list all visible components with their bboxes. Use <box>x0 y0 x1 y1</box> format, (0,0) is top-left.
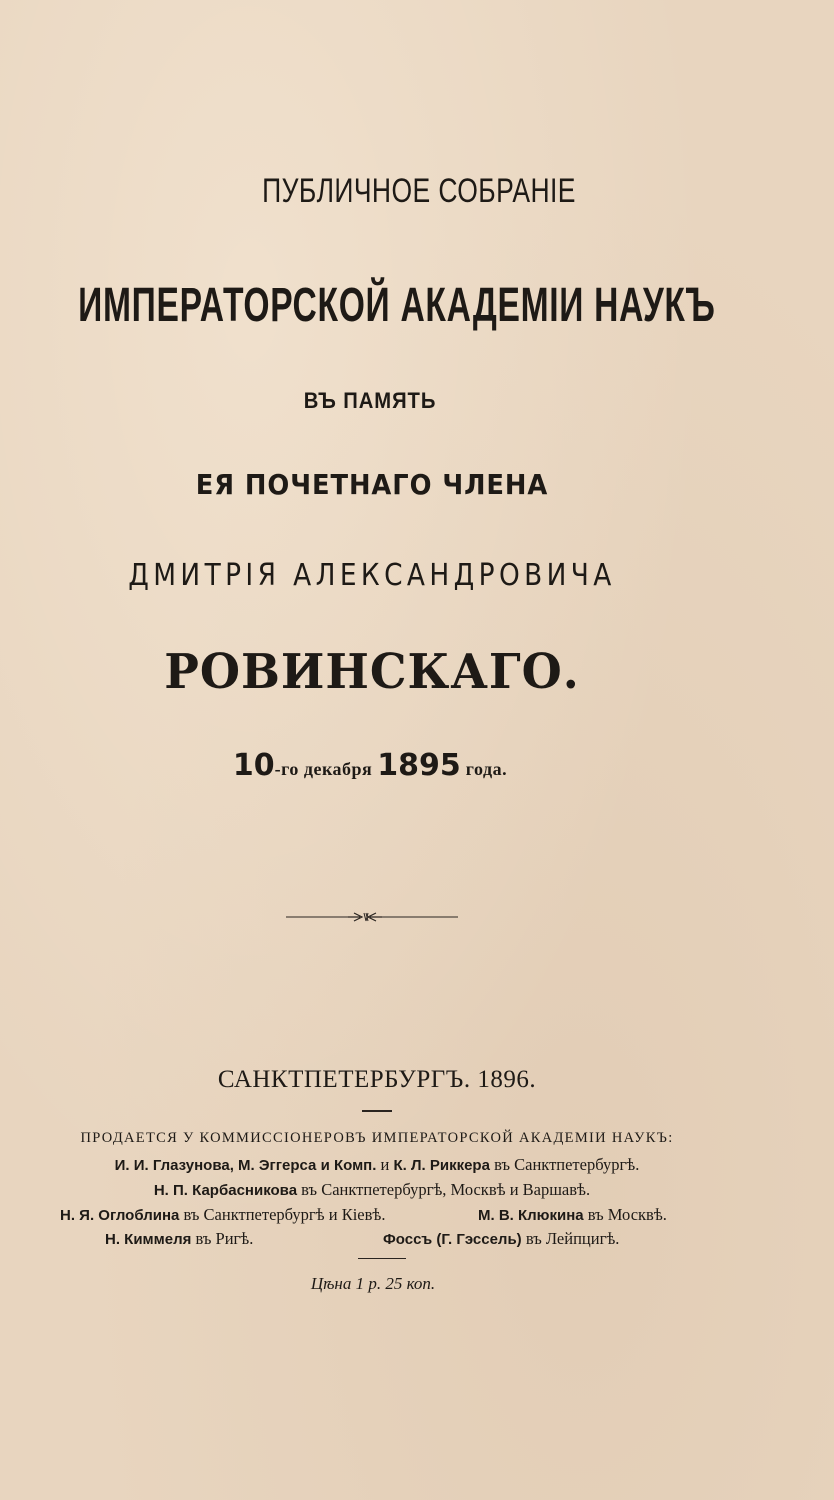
title-line-surname: РОВИНСКАГО. <box>164 644 580 700</box>
seller-name: Н. П. Карбасникова <box>153 1182 298 1199</box>
seller-place: въ Ригѣ. <box>195 1229 254 1248</box>
meeting-date <box>0 748 787 783</box>
seller-name: Н. Я. Оглоблина <box>60 1207 180 1224</box>
short-rule <box>362 1110 392 1112</box>
seller-name: К. Л. Риккера <box>393 1157 490 1174</box>
price-rule <box>358 1258 406 1259</box>
seller-name: Фоссъ (Г. Гэссель) <box>383 1231 522 1248</box>
seller-place: въ Санктпетербургѣ. <box>494 1155 640 1174</box>
imprint-place-year: САНКТПЕТЕРБУРГЪ. 1896. <box>217 1066 537 1093</box>
seller-conjunction: и <box>380 1155 390 1174</box>
date-year-suffix: года. <box>465 759 508 779</box>
title-line-academy: ИМПЕРАТОРСКОЙ АКАДЕМІИ НАУКЪ <box>78 279 716 332</box>
seller-place: въ Москвѣ. <box>587 1205 667 1224</box>
date-year: 1895 <box>377 748 461 783</box>
seller-place: въ Лейпцигѣ. <box>525 1229 620 1248</box>
title-line-in-memory: ВЪ ПАМЯТЬ <box>303 388 437 413</box>
seller-name: Н. Киммеля <box>105 1231 192 1248</box>
sold-by-heading: ПРОДАЕТСЯ У КОММИССІОНЕРОВЪ ИМПЕРАТОРСКОЙ АКАДЕМІИ НАУКЪ: <box>80 1130 674 1146</box>
ornament-divider <box>286 910 458 924</box>
price: Цѣна 1 р. 25 коп. <box>310 1274 436 1293</box>
seller-line-2 <box>0 1180 789 1200</box>
seller-name: М. В. Клюкина <box>478 1207 584 1224</box>
seller-line-1 <box>0 1155 794 1175</box>
seller-entry <box>383 1229 619 1249</box>
title-line-honorary-member: ЕЯ ПОЧЕТНАГО ЧЛЕНА <box>195 468 549 501</box>
seller-name: И. И. Глазунова, М. Эггерса и Комп. <box>114 1157 377 1174</box>
seller-entry <box>478 1205 667 1225</box>
seller-entry <box>60 1205 386 1225</box>
seller-place: въ Санктпетербургѣ и Кіевѣ. <box>183 1205 386 1224</box>
date-day: 10 <box>232 748 275 783</box>
seller-entry <box>105 1229 253 1249</box>
date-month: -го декабря <box>274 759 373 779</box>
title-line-public-meeting: ПУБЛИЧНОЕ СОБРАНІЕ <box>262 172 576 210</box>
title-line-given-names: ДМИТРІЯ АЛЕКСАНДРОВИЧА <box>128 558 616 593</box>
seller-place: въ Санктпетербургѣ, Москвѣ и Варшавѣ. <box>301 1180 591 1199</box>
